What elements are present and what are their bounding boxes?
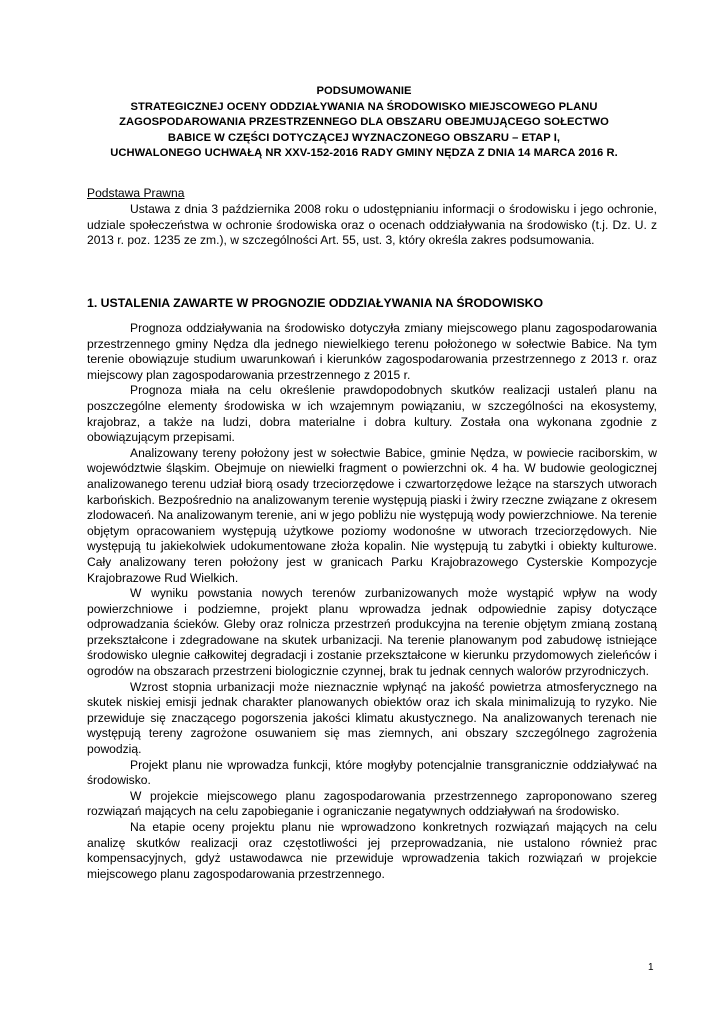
section-body [87, 321, 657, 882]
title-line: ZAGOSPODAROWANIA PRZESTRZENNEGO DLA OBSZARU OBEJMUJĄCEGO SOŁECTWO [119, 116, 609, 128]
title-line: STRATEGICZNEJ OCENY ODDZIAŁYWANIA NA ŚRODOWISKO MIEJSCOWEGO PLANU [130, 100, 598, 113]
legal-basis-text: Ustawa z dnia 3 października 2008 roku o udostępnianiu informacji o środowisku i jego ochronie, udziale społeczeństwa w ochronie środowiska oraz o ocenach oddziaływania na środowisko (t.j. Dz. U. z 2013 r. poz. 1235 ze zm.), w szczególności Art. 55, ust. 3, który określa zakres podsumowania. [87, 202, 657, 248]
paragraph: Prognoza miała na celu określenie prawdopodobnych skutków realizacji ustaleń planu na poszczególne elementy środowiska w ich wzajemnym powiązaniu, w szczególności na ekosystemy, krajobraz, a także na ludzi, dobra materialne i dobra kultury. Została ona wykonana zgodnie z obowiązującym przepisami. [87, 383, 657, 445]
paragraph: Analizowany tereny położony jest w sołectwie Babice, gminie Nędza, w powiecie raciborskim, w województwie śląskim. Obejmuje on niewielki fragment o powierzchni ok. 4 ha. W budowie geologicznej analizowanego terenu udział biorą osady trzeciorzędowe i czwartorzędowe leżące na starszych utworach karbońskich. Bezpośrednio na analizowanym terenie występują piaski i żwiry rzeczne związane z okresem zlodowaceń. Na analizowanym terenie, ani w jego pobliżu nie występują wody powierzchniowe. Na terenie objętym opracowaniem występują użytkowe poziomy wodonośne w utworach trzeciorzędowych. Nie występują tu jakiekolwiek udokumentowane złoża kopalin. Nie występują tu zabytki i obiekty kulturowe. Cały analizowany teren położony jest w granicach Parku Krajobrazowego Cysterskie Kompozycje Krajobrazowe Rud Wielkich. [87, 445, 657, 585]
legal-basis-heading: Podstawa Prawna [87, 186, 185, 200]
paragraph: Na etapie oceny projektu planu nie wprowadzono konkretnych rozwiązań mających na celu analizę skutków realizacji oraz częstotliwości jej przeprowadzania, nie ustalono również prac kompensacyjnych, gdyż ustawodawca nie przewiduje wprowadzenia takich rozwiązań w projekcie miejscowego planu zagospodarowania przestrzennego. [87, 820, 657, 881]
paragraph: Wzrost stopnia urbanizacji może nieznacznie wpłynąć na jakość powietrza atmosferycznego na skutek niskiej emisji jednak charakter planowanych obiektów oraz ich skala minimalizują to ryzyko. Nie przewiduje się znaczącego pogorszenia jakości klimatu akustycznego. Na analizowanych terenach nie występują tereny zagrożone osuwaniem się mas ziemnych, ani obszary szczególnego zagrożenia powodzią. [87, 679, 657, 757]
title-line: BABICE W CZĘŚCI DOTYCZĄCEJ WYZNACZONEGO OBSZARU – ETAP I, [167, 131, 561, 144]
document-title [60, 84, 668, 162]
page-number: 1 [648, 962, 654, 973]
paragraph: Projekt planu nie wprowadza funkcji, które mogłyby potencjalnie transgranicznie oddziaływać na środowisko. [87, 757, 657, 788]
title-line: PODSUMOWANIE [316, 85, 412, 97]
paragraph: Prognoza oddziaływania na środowisko dotyczyła zmiany miejscowego planu zagospodarowania przestrzennego gminy Nędza dla jednego niewielkiego terenu położonego w sołectwie Babice. Na tym terenie obowiązuje studium uwarunkowań i kierunków zagospodarowania przestrzennego z 2013 r. oraz miejscowy plan zagospodarowania przestrzennego z 2015 r. [87, 321, 657, 382]
legal-basis-block [87, 202, 657, 249]
paragraph: W wyniku powstania nowych terenów zurbanizowanych może wystąpić wpływ na wody powierzchniowe i podziemne, projekt planu wprowadza jednak odpowiednie zapisy dotyczące odprowadzania ścieków. Gleby oraz rolnicza przestrzeń produkcyjna na terenie objętym zmianą zostaną przekształcone i zdegradowane na skutek urbanizacji. Na terenie planowanym pod zabudowę istniejące środowisko ulegnie całkowitej degradacji i zostanie przekształcone w kierunku przydomowych zieleńców i ogrodów na obszarach przestrzeni biologicznie czynnej, brak tu jednak cennych walorów przyrodniczych. [87, 586, 657, 679]
title-line: UCHWALONEGO UCHWAŁĄ NR XXV-152-2016 RADY GMINY NĘDZA Z DNIA 14 MARCA 2016 R. [110, 147, 618, 159]
paragraph: W projekcie miejscowego planu zagospodarowania przestrzennego zaproponowano szereg rozwiązań mających na celu zapobieganie i ograniczanie negatywnych oddziaływań na środowisko. [87, 788, 657, 819]
section-heading: 1. USTALENIA ZAWARTE W PROGNOZIE ODDZIAŁYWANIA NA ŚRODOWISKO [87, 296, 544, 310]
